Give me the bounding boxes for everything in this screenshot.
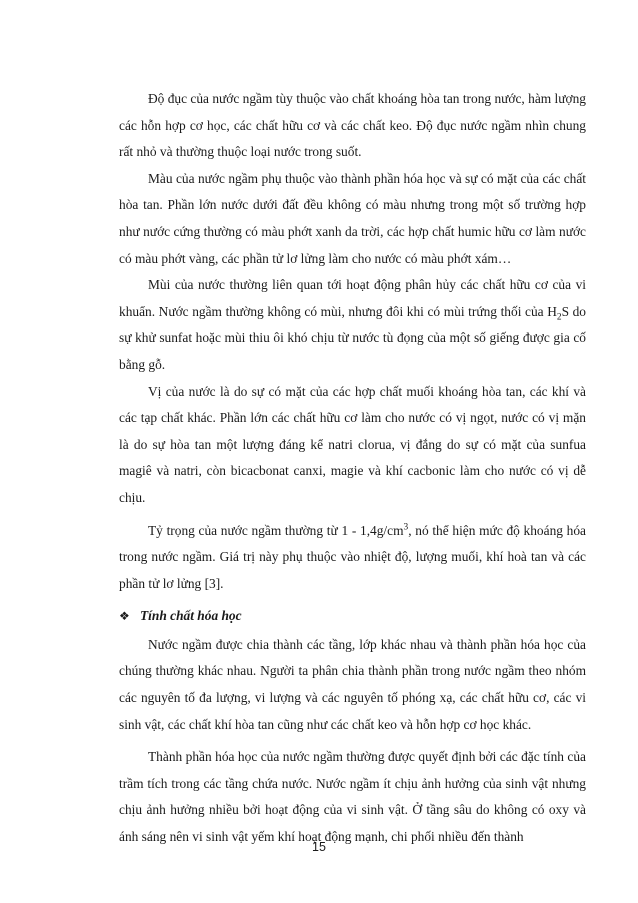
paragraph-turbidity: Độ đục của nước ngầm tùy thuộc vào chất khoáng hòa tan trong nước, hàm lượng các hỗn hợp cơ học, các chất hữu cơ và các chất keo. Độ đục nước ngầm nhìn chung rất nhỏ và thường thuộc loại nước trong suốt. [119, 91, 586, 160]
paragraph-chemistry: Thành phần hóa học của nước ngầm thường được quyết định bởi các đặc tính của trầm tích trong các tầng chứa nước. Nước ngầm ít chịu ảnh hưởng của sinh vật nhưng chịu ảnh hưởng nhiều bởi hoạt động của vi sinh vật. Ở tầng sâu do không có oxy và ánh sáng nên vi sinh vật yếm khí hoạt động mạnh, chi phối nhiều đến thành [119, 749, 586, 845]
paragraph-odor [119, 272, 586, 378]
paragraph-density [119, 518, 586, 598]
page-number: 15 [312, 840, 326, 854]
cm3-superscript: 3 [403, 522, 409, 533]
paragraph-composition: Nước ngầm được chia thành các tầng, lớp khác nhau và thành phần hóa học của chúng thường khác nhau. Người ta phân chia thành phần trong nước ngầm theo nhóm các nguyên tố đa lượng, vi lượng và các nguyên tố phóng xạ, các chất hữu cơ, các vi sinh vật, các chất khí hòa tan cũng như các chất keo và hỗn hợp cơ học khác. [119, 636, 586, 732]
density-text-start: Tỷ trọng của nước ngầm thường từ 1 - 1,4g/cm [148, 522, 404, 538]
density-text-end: , nó thể hiện mức độ khoáng hóa trong nước ngầm. Giá trị này phụ thuộc vào nhiệt độ, lượng muối, khí hoà tan và các phần tử lơ lửng [3]. [119, 522, 586, 591]
odor-text-end: S do sự khử sunfat hoặc mùi thiu ôi khó chịu từ nước tù đọng của một số giếng được gia cố bằng gỗ. [119, 303, 587, 372]
section-heading-title: Tính chất hóa học [140, 608, 242, 624]
odor-text-start: Mùi của nước thường liên quan tới hoạt động phân hủy các chất hữu cơ của vi khuẩn. Nước ngầm thường không có mùi, nhưng đôi khi có mùi trứng thối của H [119, 277, 586, 319]
paragraph-color: Màu của nước ngầm phụ thuộc vào thành phần hóa học và sự có mặt của các chất hòa tan. Phần lớn nước dưới đất đều không có màu nhưng trong một số trường hợp như nước cứng thường có màu phớt xanh da trời, các hợp chất humic hữu cơ làm nước có màu phớt vàng, các phần tử lơ lửng làm cho nước có màu phớt xám… [119, 170, 586, 266]
diamond-bullet-icon: ❖ [119, 609, 130, 624]
page-body [119, 86, 586, 851]
h2s-subscript: 2 [556, 312, 562, 323]
section-heading [119, 603, 586, 630]
paragraph-taste: Vị của nước là do sự có mặt của các hợp chất muối khoáng hòa tan, các khí và các tạp chất khác. Phần lớn các chất hữu cơ làm cho nước có vị ngọt, nước có vị mặn là do sự hòa tan một lượng đáng kể natri clorua, vị đắng do sự có mặt của sunfua magiê và natri, còn bicacbonat canxi, magie và khí cacbonic làm cho nước có vị dễ chịu. [119, 383, 586, 505]
